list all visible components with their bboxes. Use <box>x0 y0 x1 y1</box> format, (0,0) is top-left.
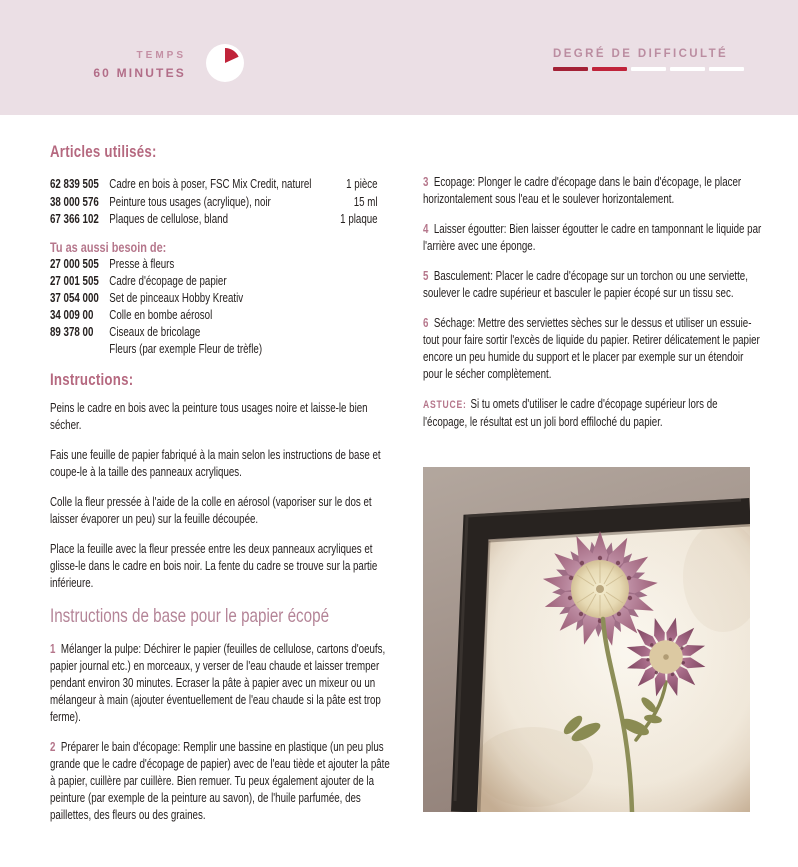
articles-table <box>50 176 378 229</box>
article-quantity: 1 pièce <box>346 177 378 191</box>
step-text: Basculement: Placer le cadre d'écopage sur un torchon ou une serviette, soulever le cadre supérieur et basculer le papier écopé sur un tissu sec. <box>423 269 748 300</box>
also-item-name: Presse à fleurs <box>109 256 175 271</box>
article-number: 67 366 102 <box>50 212 99 226</box>
difficulty-bar <box>553 67 744 71</box>
difficulty-segment <box>631 67 666 71</box>
article-name: Peinture tous usages (acrylique), noir <box>109 194 271 209</box>
article-quantity: 1 plaque <box>340 212 378 226</box>
also-item-name: Ciseaux de bricolage <box>109 324 201 339</box>
step-text: Préparer le bain d'écopage: Remplir une bassine en plastique (un peu plus grande que le cadre d'écopage de papier) avec de l'eau tiède et ajouter la pâte à papier, cuillère par cuillère. Bien remuer. Tu peux également ajouter de la peinture (par exemple de la peinture au savon), de l'huile parfumée, des paillettes, des fleurs ou des graines. <box>50 739 390 822</box>
instruction-step <box>423 221 763 255</box>
instruction-step <box>50 641 390 726</box>
clock-pie-icon <box>206 44 244 82</box>
instruction-paragraph: Fais une feuille de papier fabriqué à la main selon les instructions de base et coupe-le à la taille des panneaux acryliques. <box>50 447 381 479</box>
steps-left <box>50 641 390 824</box>
step-text: Mélanger la pulpe: Déchirer le papier (feuilles de cellulose, cartons d'oeufs, papier journal etc.) en morceaux, y verser de l'eau chaude et laisser tremper pendant environ 30 minutes. Ecraser la pâte à papier avec un mixeur ou un mélangeur à main (ajouter éventuellement de l'eau chaude si la pâte est trop ferme). <box>50 641 386 724</box>
tip-text: Si tu omets d'utiliser le cadre d'écopage supérieur lors de l'écopage, le résultat est un joli bord effiloché du papier. <box>423 397 718 429</box>
article-number: 62 839 505 <box>50 177 99 191</box>
tip <box>423 396 763 431</box>
also-item-number: 89 378 00 <box>50 324 94 339</box>
step-text: Ecopage: Plonger le cadre d'écopage dans le bain d'écopage, le placer horizontalement sous l'eau et le soulever horizontalement. <box>423 175 742 206</box>
article-quantity: 15 ml <box>353 194 378 209</box>
time-block <box>60 50 186 80</box>
difficulty-label: DEGRÉ DE DIFFICULTÉ <box>553 48 729 60</box>
also-item-number: 27 001 505 <box>50 273 99 288</box>
base-instructions-title: Instructions de base pour le papier écopé <box>50 604 330 627</box>
also-item-name: Set de pinceaux Hobby Kreativ <box>109 290 244 305</box>
article-name: Cadre en bois à poser, FSC Mix Credit, naturel <box>109 177 312 191</box>
article-name: Plaques de cellulose, bland <box>109 212 228 226</box>
also-item-number <box>50 341 109 358</box>
article-number: 38 000 576 <box>50 194 99 209</box>
difficulty-segment <box>592 67 627 71</box>
instruction-step <box>423 174 763 208</box>
instruction-paragraphs <box>50 400 390 592</box>
instruction-step <box>423 315 763 383</box>
difficulty-segment <box>670 67 705 71</box>
difficulty-segment <box>553 67 588 71</box>
also-needed-title: Tu as aussi besoin de: <box>50 238 167 255</box>
steps-right <box>423 174 763 383</box>
step-number: 2 <box>50 739 56 754</box>
framed-flower-photo <box>423 467 750 812</box>
step-number: 3 <box>423 175 429 189</box>
difficulty-block <box>553 48 744 71</box>
time-value: 60 MINUTES <box>93 66 186 80</box>
also-needed-list <box>50 256 390 358</box>
also-item-name: Colle en bombe aérosol <box>109 307 213 322</box>
step-number: 6 <box>423 316 429 330</box>
step-text: Laisser égoutter: Bien laisser égoutter le cadre en tamponnant le liquide par l'arrière avec une éponge. <box>423 222 762 253</box>
also-item-name: Fleurs (par exemple Fleur de trèfle) <box>109 341 263 356</box>
instruction-step <box>50 739 390 824</box>
articles-title: Articles utilisés: <box>50 142 157 161</box>
also-item-number: 37 054 000 <box>50 290 99 305</box>
instruction-paragraph: Peins le cadre en bois avec la peinture tous usages noire et laisse-le bien sécher. <box>50 400 368 432</box>
also-item-number: 34 009 00 <box>50 307 94 322</box>
step-number: 5 <box>423 269 429 283</box>
instruction-step <box>423 268 763 302</box>
step-text: Séchage: Mettre des serviettes sèches sur le dessus et utiliser un essuie-tout pour faire sortir l'excès de liquide du papier. Retirer délicatement le papier encore un peu humide du support et le placer par exemple sur un étendoir pour le sécher complètement. <box>423 316 760 381</box>
tip-label: ASTUCE: <box>423 399 467 411</box>
also-item-name: Cadre d'écopage de papier <box>109 273 227 288</box>
right-column <box>423 174 763 431</box>
header-band <box>0 0 798 115</box>
step-number: 1 <box>50 641 56 656</box>
time-label: TEMPS <box>136 50 186 61</box>
difficulty-segment <box>709 67 744 71</box>
left-column <box>50 143 390 837</box>
instruction-paragraph: Place la feuille avec la fleur pressée entre les deux panneaux acryliques et glisse-le dans le cadre en bois noir. La fente du cadre se trouve sur la partie inférieure. <box>50 541 378 590</box>
instruction-paragraph: Colle la fleur pressée à l'aide de la colle en aérosol (vaporiser sur le dos et laisser évaporer un peu) sur la feuille découpée. <box>50 494 372 526</box>
instructions-title: Instructions: <box>50 369 134 389</box>
also-item-number: 27 000 505 <box>50 256 99 271</box>
step-number: 4 <box>423 222 429 236</box>
